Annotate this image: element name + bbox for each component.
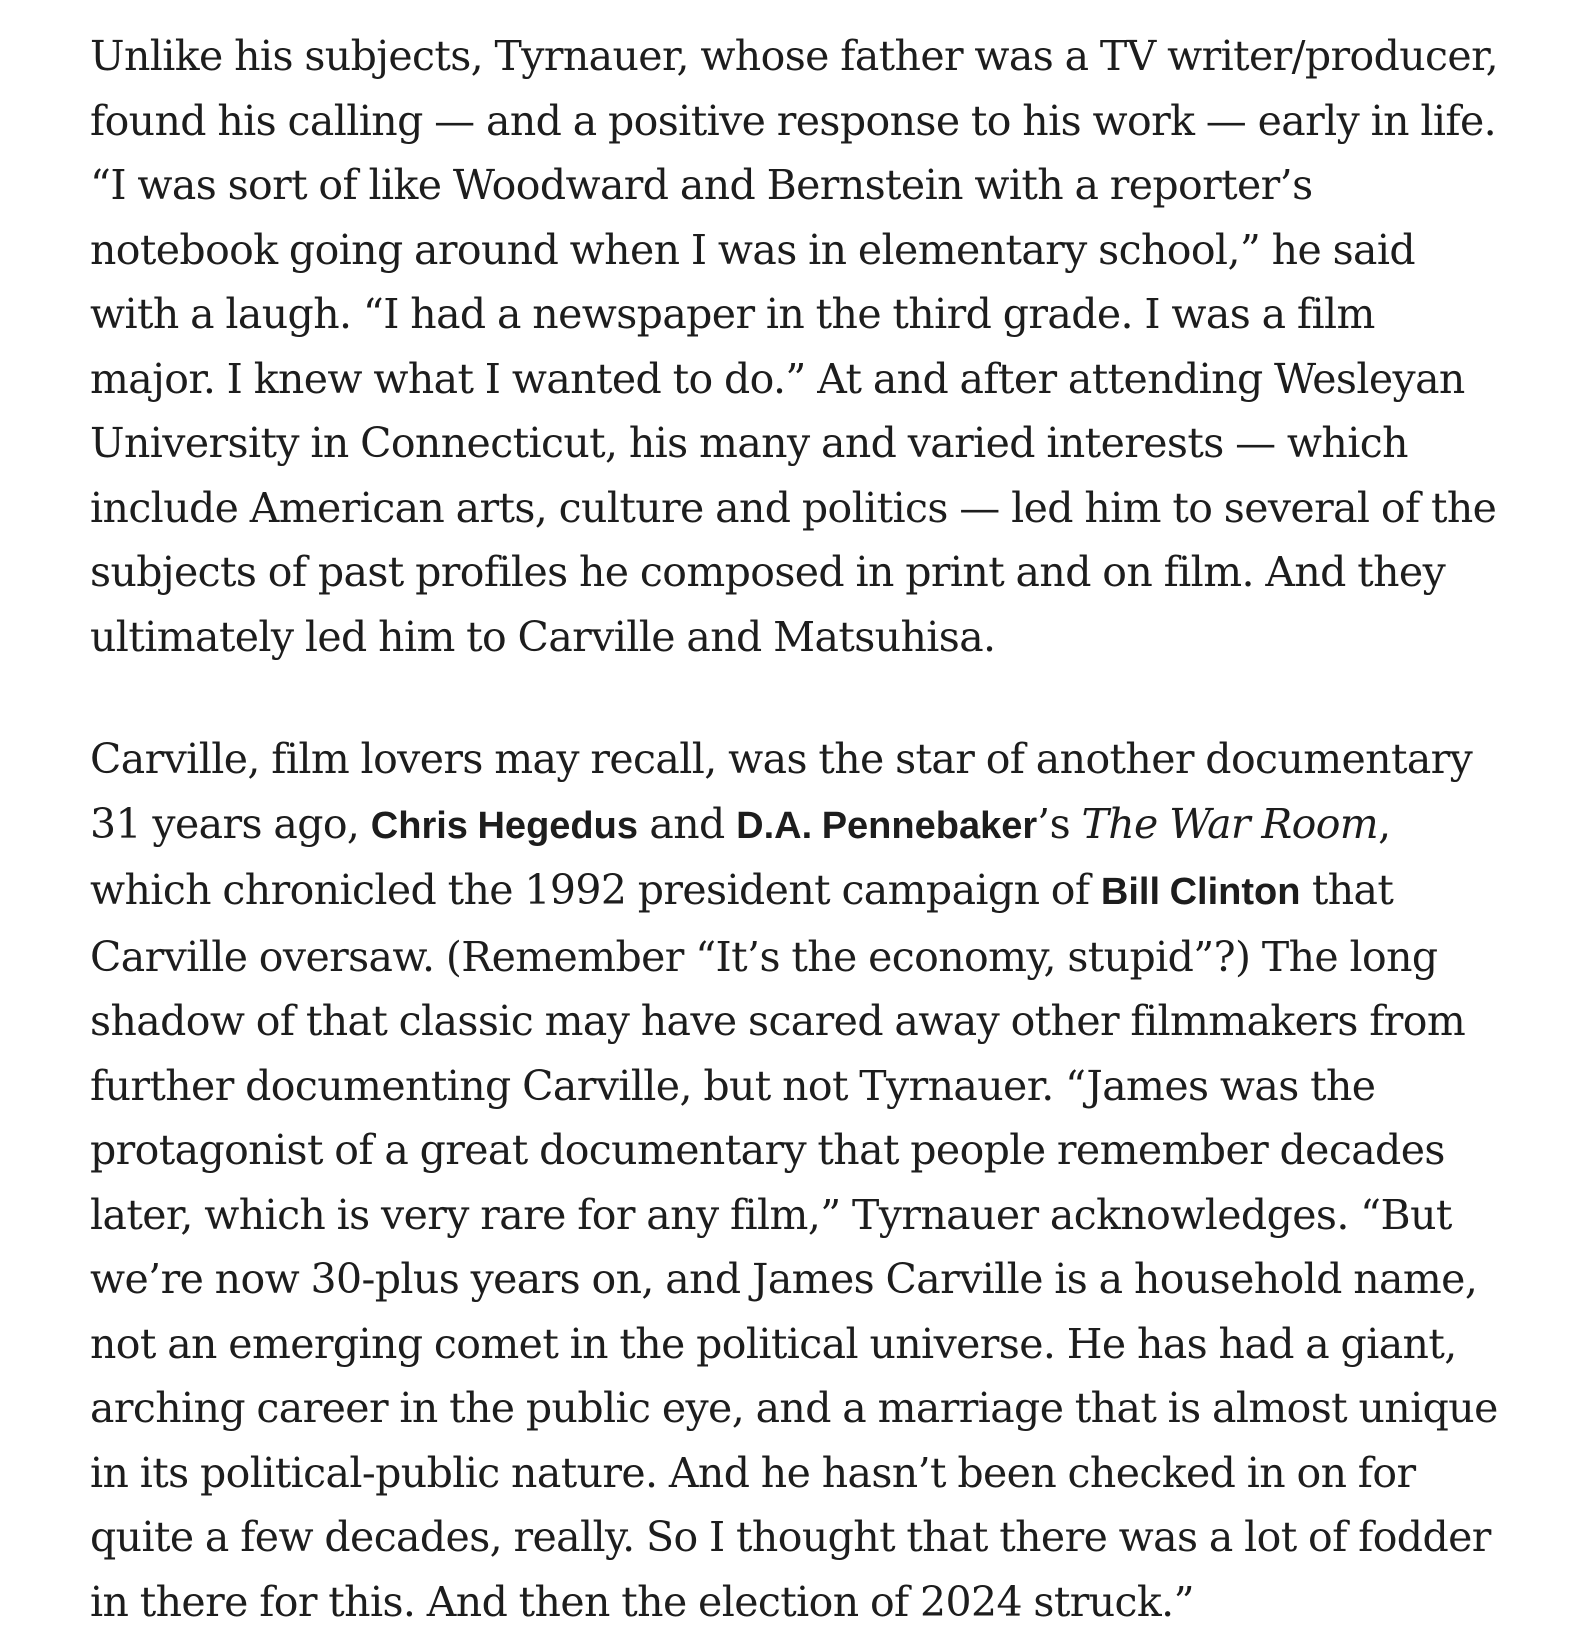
paragraph-2 (90, 727, 1510, 1634)
film-title: The War Room (1081, 799, 1379, 848)
person-link-chris-hegedus[interactable]: Chris Hegedus (370, 804, 638, 847)
paragraph-text: Carville, film lovers may recall, was the star of another documentary 31 years ago, (90, 735, 1473, 848)
article-body (90, 24, 1510, 1634)
paragraph-text: , which chronicled the 1992 president campaign of (90, 799, 1391, 914)
paragraph-text: ’s (1037, 799, 1082, 848)
paragraph-text: and (637, 799, 737, 848)
paragraph-1: Unlike his subjects, Tyrnauer, whose father was a TV writer/producer, found his calling — and a positive response to his work — early in life. “I was sort of like Woodward and Bernstein with a reporter’s notebook going around when I was in elementary school,” he said with a laugh. “I had a newspaper in the third grade. I was a film major. I knew what I wanted to do.” At and after attending Wesleyan University in Connecticut, his many and varied interests — which include American arts, culture and politics — led him to several of the subjects of past profiles he composed in print and on film. And they ultimately led him to Carville and Matsuhisa. (90, 32, 1499, 661)
person-link-bill-clinton[interactable]: Bill Clinton (1100, 871, 1301, 913)
paragraph-text: that Carville oversaw. (Remember “It’s the economy, stupid”?) The long shadow of that classic may have scared away other filmmakers from further documenting Carville, but not Tyrnauer. “James was the protagonist of a great documentary that people remember decades later, which is very rare for any film,” Tyrnauer acknowledges. “But we’re now 30-plus years on, and James Carville is a household name, not an emerging comet in the political universe. He has had a giant, arching career in the public eye, and a marriage that is almost unique in its political-public nature. And he hasn’t been checked in on for quite a few decades, really. So I thought that there was a lot of fodder in there for this. And then the election of 2024 struck.” (90, 866, 1498, 1626)
person-link-da-pennebaker[interactable]: D.A. Pennebaker (736, 804, 1038, 847)
